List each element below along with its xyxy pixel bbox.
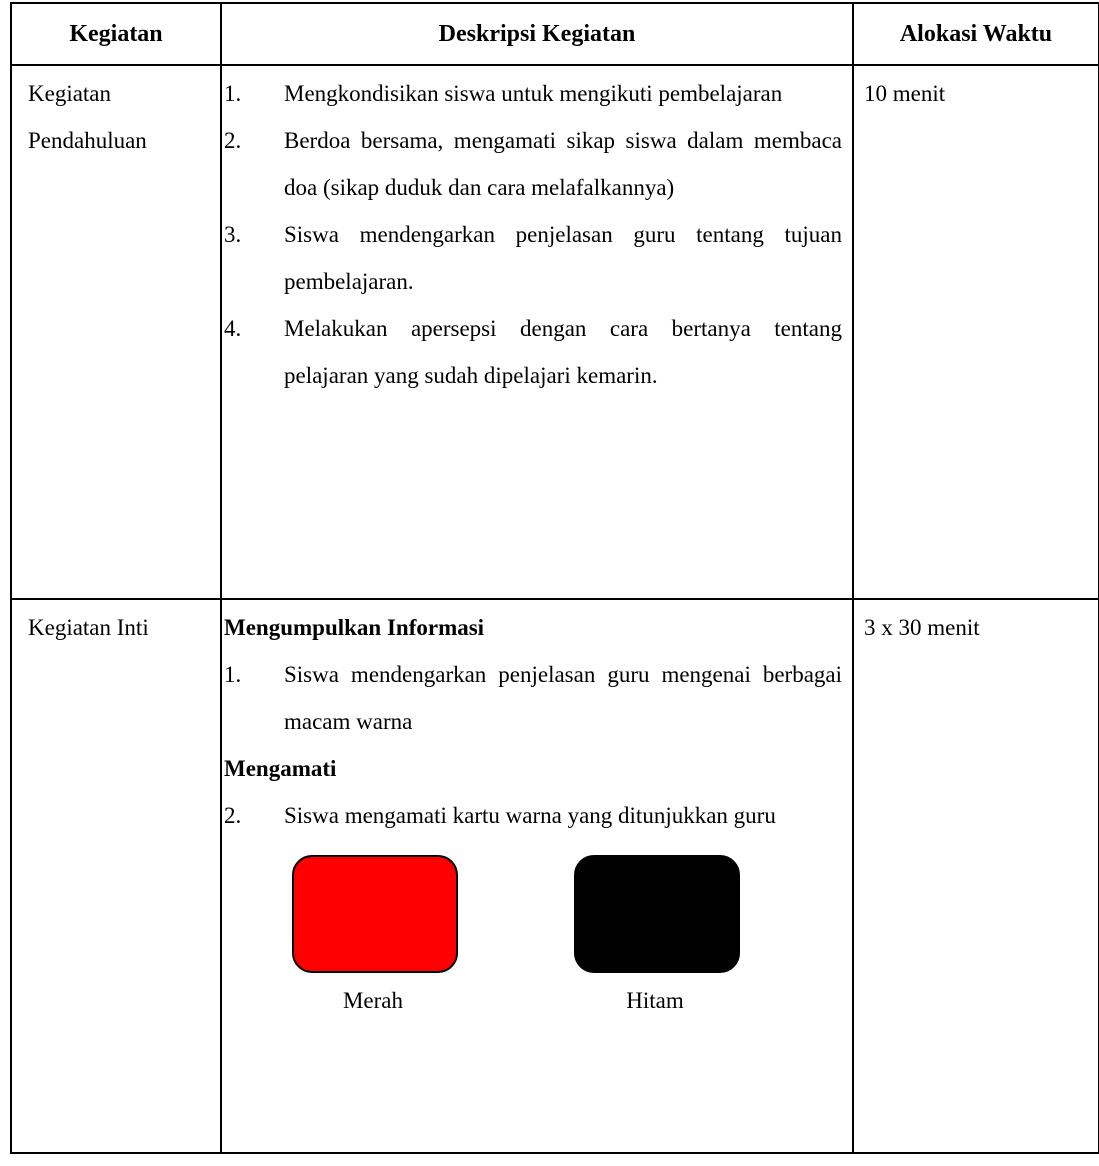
table-row [11, 599, 1099, 1153]
list-item [222, 211, 842, 305]
item-number: 1. [224, 662, 242, 687]
black-card-label: Hitam [626, 988, 684, 1013]
kegiatan-label-line1: Kegiatan [28, 81, 112, 106]
waktu-cell [853, 599, 1099, 1153]
list-item [222, 117, 842, 211]
item-text: Siswa mendengarkan penjelasan guru mengenai berbagai macam warna [284, 662, 842, 734]
section-heading: Mengamati [224, 756, 337, 781]
header-alokasi-waktu: Alokasi Waktu [853, 3, 1099, 65]
kegiatan-cell [11, 65, 221, 599]
list-item [222, 651, 842, 745]
red-card-label: Merah [342, 988, 404, 1013]
item-number: 3. [224, 222, 242, 247]
kegiatan-label: Kegiatan Inti [28, 615, 149, 640]
deskripsi-cell [221, 65, 853, 599]
item-number: 1. [224, 81, 242, 106]
color-cards [222, 855, 842, 1045]
item-number: 2. [224, 128, 242, 153]
list-item [222, 70, 842, 117]
table-row [11, 65, 1099, 599]
kegiatan-cell [11, 599, 221, 1153]
item-number: 2. [224, 803, 242, 828]
waktu-cell [853, 65, 1099, 599]
item-text: Melakukan apersepsi dengan cara bertanya tentang pelajaran yang sudah dipelajari kemarin. [284, 316, 842, 388]
black-color-card [574, 855, 740, 973]
item-number: 4. [224, 316, 242, 341]
activity-table [10, 2, 1099, 1154]
item-text: Mengkondisikan siswa untuk mengikuti pembelajaran [284, 81, 783, 106]
header-row [11, 3, 1099, 65]
red-color-card [292, 855, 458, 973]
section-heading: Mengumpulkan Informasi [224, 615, 485, 640]
waktu-value: 3 x 30 menit [864, 615, 980, 640]
waktu-value: 10 menit [864, 81, 946, 106]
item-text: Siswa mendengarkan penjelasan guru tentang tujuan pembelajaran. [284, 222, 842, 294]
item-text: Siswa mengamati kartu warna yang ditunjukkan guru [284, 803, 776, 828]
header-kegiatan: Kegiatan [11, 3, 221, 65]
list-item [222, 305, 842, 399]
list-item [222, 792, 842, 839]
item-text: Berdoa bersama, mengamati sikap siswa dalam membaca doa (sikap duduk dan cara melafalkannya) [284, 128, 842, 200]
header-deskripsi: Deskripsi Kegiatan [221, 3, 853, 65]
kegiatan-label-line2: Pendahuluan [28, 128, 147, 153]
deskripsi-cell [221, 599, 853, 1153]
